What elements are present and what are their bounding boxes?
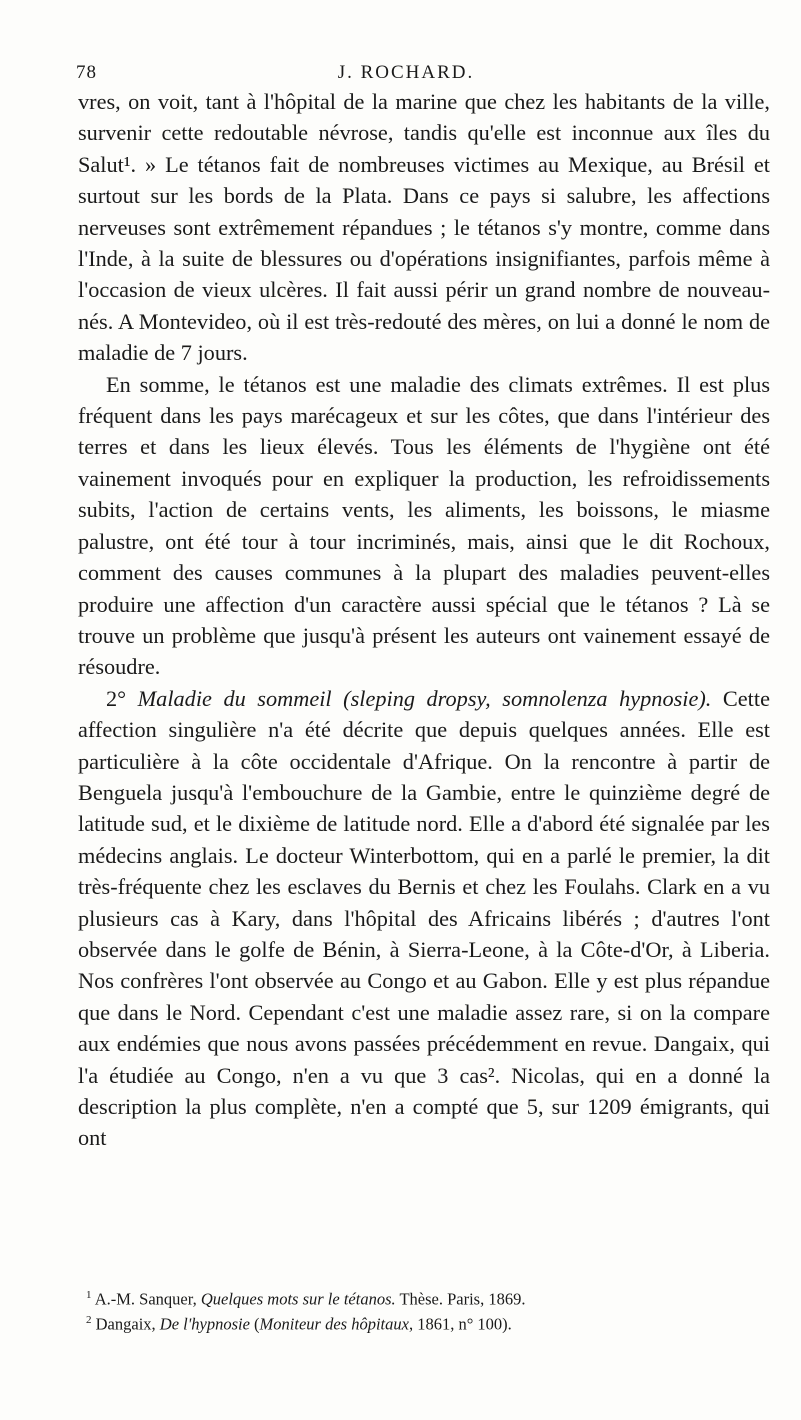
footnote-text: Dangaix, xyxy=(95,1314,160,1333)
body-text xyxy=(78,86,770,1154)
footnote-text: ( xyxy=(249,1314,260,1333)
footnotes xyxy=(78,1285,770,1334)
section-number: 2° xyxy=(106,685,138,711)
footnote-text: , 1861, n° 100). xyxy=(408,1314,512,1333)
page-header xyxy=(76,62,776,86)
footnote-number: 2 xyxy=(86,1313,92,1326)
paragraph-tetanos-summary: En somme, le tétanos est une maladie des climats extrêmes. Il est plus fréquent dans les pays marécageux et sur les côtes, que dans l'intérieur des terres et dans les lieux élevés. Tous les éléments de l'hygiène ont été vainement invoqués pour en expliquer la production, les refroidissements subits, l'action de certains vents, les aliments, les boissons, le miasme palustre, ont été tour à tour incriminés, mais, ainsi que le dit Rochoux, comment des causes communes à la plupart des maladies peuvent-elles produire une affection d'un caractère aussi spécial que le tétanos ? Là se trouve un problème que jusqu'à présent les auteurs ont vainement essayé de résoudre. xyxy=(78,371,770,680)
page-number: 78 xyxy=(76,62,97,83)
running-title: J. ROCHARD. xyxy=(337,62,475,83)
footnote-title: De l'hypnosie xyxy=(159,1314,250,1333)
footnote-text: Thèse. Paris, 1869. xyxy=(395,1289,526,1309)
paragraph-sleeping-sickness xyxy=(78,683,770,1154)
footnote-journal: Moniteur des hôpitaux xyxy=(259,1314,409,1333)
footnote xyxy=(78,1285,770,1310)
footnote-title: Quelques mots sur le tétanos. xyxy=(200,1289,396,1309)
footnote-number: 1 xyxy=(86,1289,92,1301)
section-title: Maladie du sommeil xyxy=(137,685,332,711)
footnote xyxy=(78,1310,770,1335)
section-alt-names: (sleping dropsy, somnolenza hypnosie). xyxy=(343,685,712,711)
section-body: Cette affection singulière n'a été décrite que depuis quelques années. Elle est particulière à la côte occidentale d'Afrique. On la rencontre à partir de Benguela jusqu'à l'embouchure de la Gambie, entre le quinzième degré de latitude sud, et le dixième de latitude nord. Elle a d'abord été signalée par les médecins anglais. Le docteur Winterbottom, qui en a parlé le premier, la dit très-fréquente chez les esclaves du Bernis et chez les Foulahs. Clark en a vu plusieurs cas à Kary, dans l'hôpital des Africains libérés ; d'autres l'ont observée dans le golfe de Bénin, à Sierra-Leone, à la Côte-d'Or, à Liberia. Nos confrères l'ont observée au Congo et au Gabon. Elle y est plus répandue que dans le Nord. Cependant c'est une maladie assez rare, si on la compare aux endémies que nous avons passées précédemment en revue. Dangaix, qui l'a étudiée au Congo, n'en a vu que 3 cas². Nicolas, qui en a donné la description la plus complète, n'en a compté que 5, sur 1209 émigrants, qui ont xyxy=(78,685,770,1151)
footnote-text: A.-M. Sanquer, xyxy=(94,1289,201,1309)
paragraph-continuation: vres, on voit, tant à l'hôpital de la marine que chez les habitants de la ville, survenir cette redoutable névrose, tandis qu'elle est inconnue aux îles du Salut¹. » Le tétanos fait de nombreuses victimes au Mexique, au Brésil et surtout sur les bords de la Plata. Dans ce pays si salubre, les affections nerveuses sont extrêmement répandues ; le tétanos s'y montre, comme dans l'Inde, à la suite de blessures ou d'opérations insignifiantes, parfois même à l'occasion de vieux ulcères. Il fait aussi périr un grand nombre de nouveau-nés. A Montevideo, où il est très-redouté des mères, on lui a donné le nom de maladie de 7 jours. xyxy=(78,89,770,366)
